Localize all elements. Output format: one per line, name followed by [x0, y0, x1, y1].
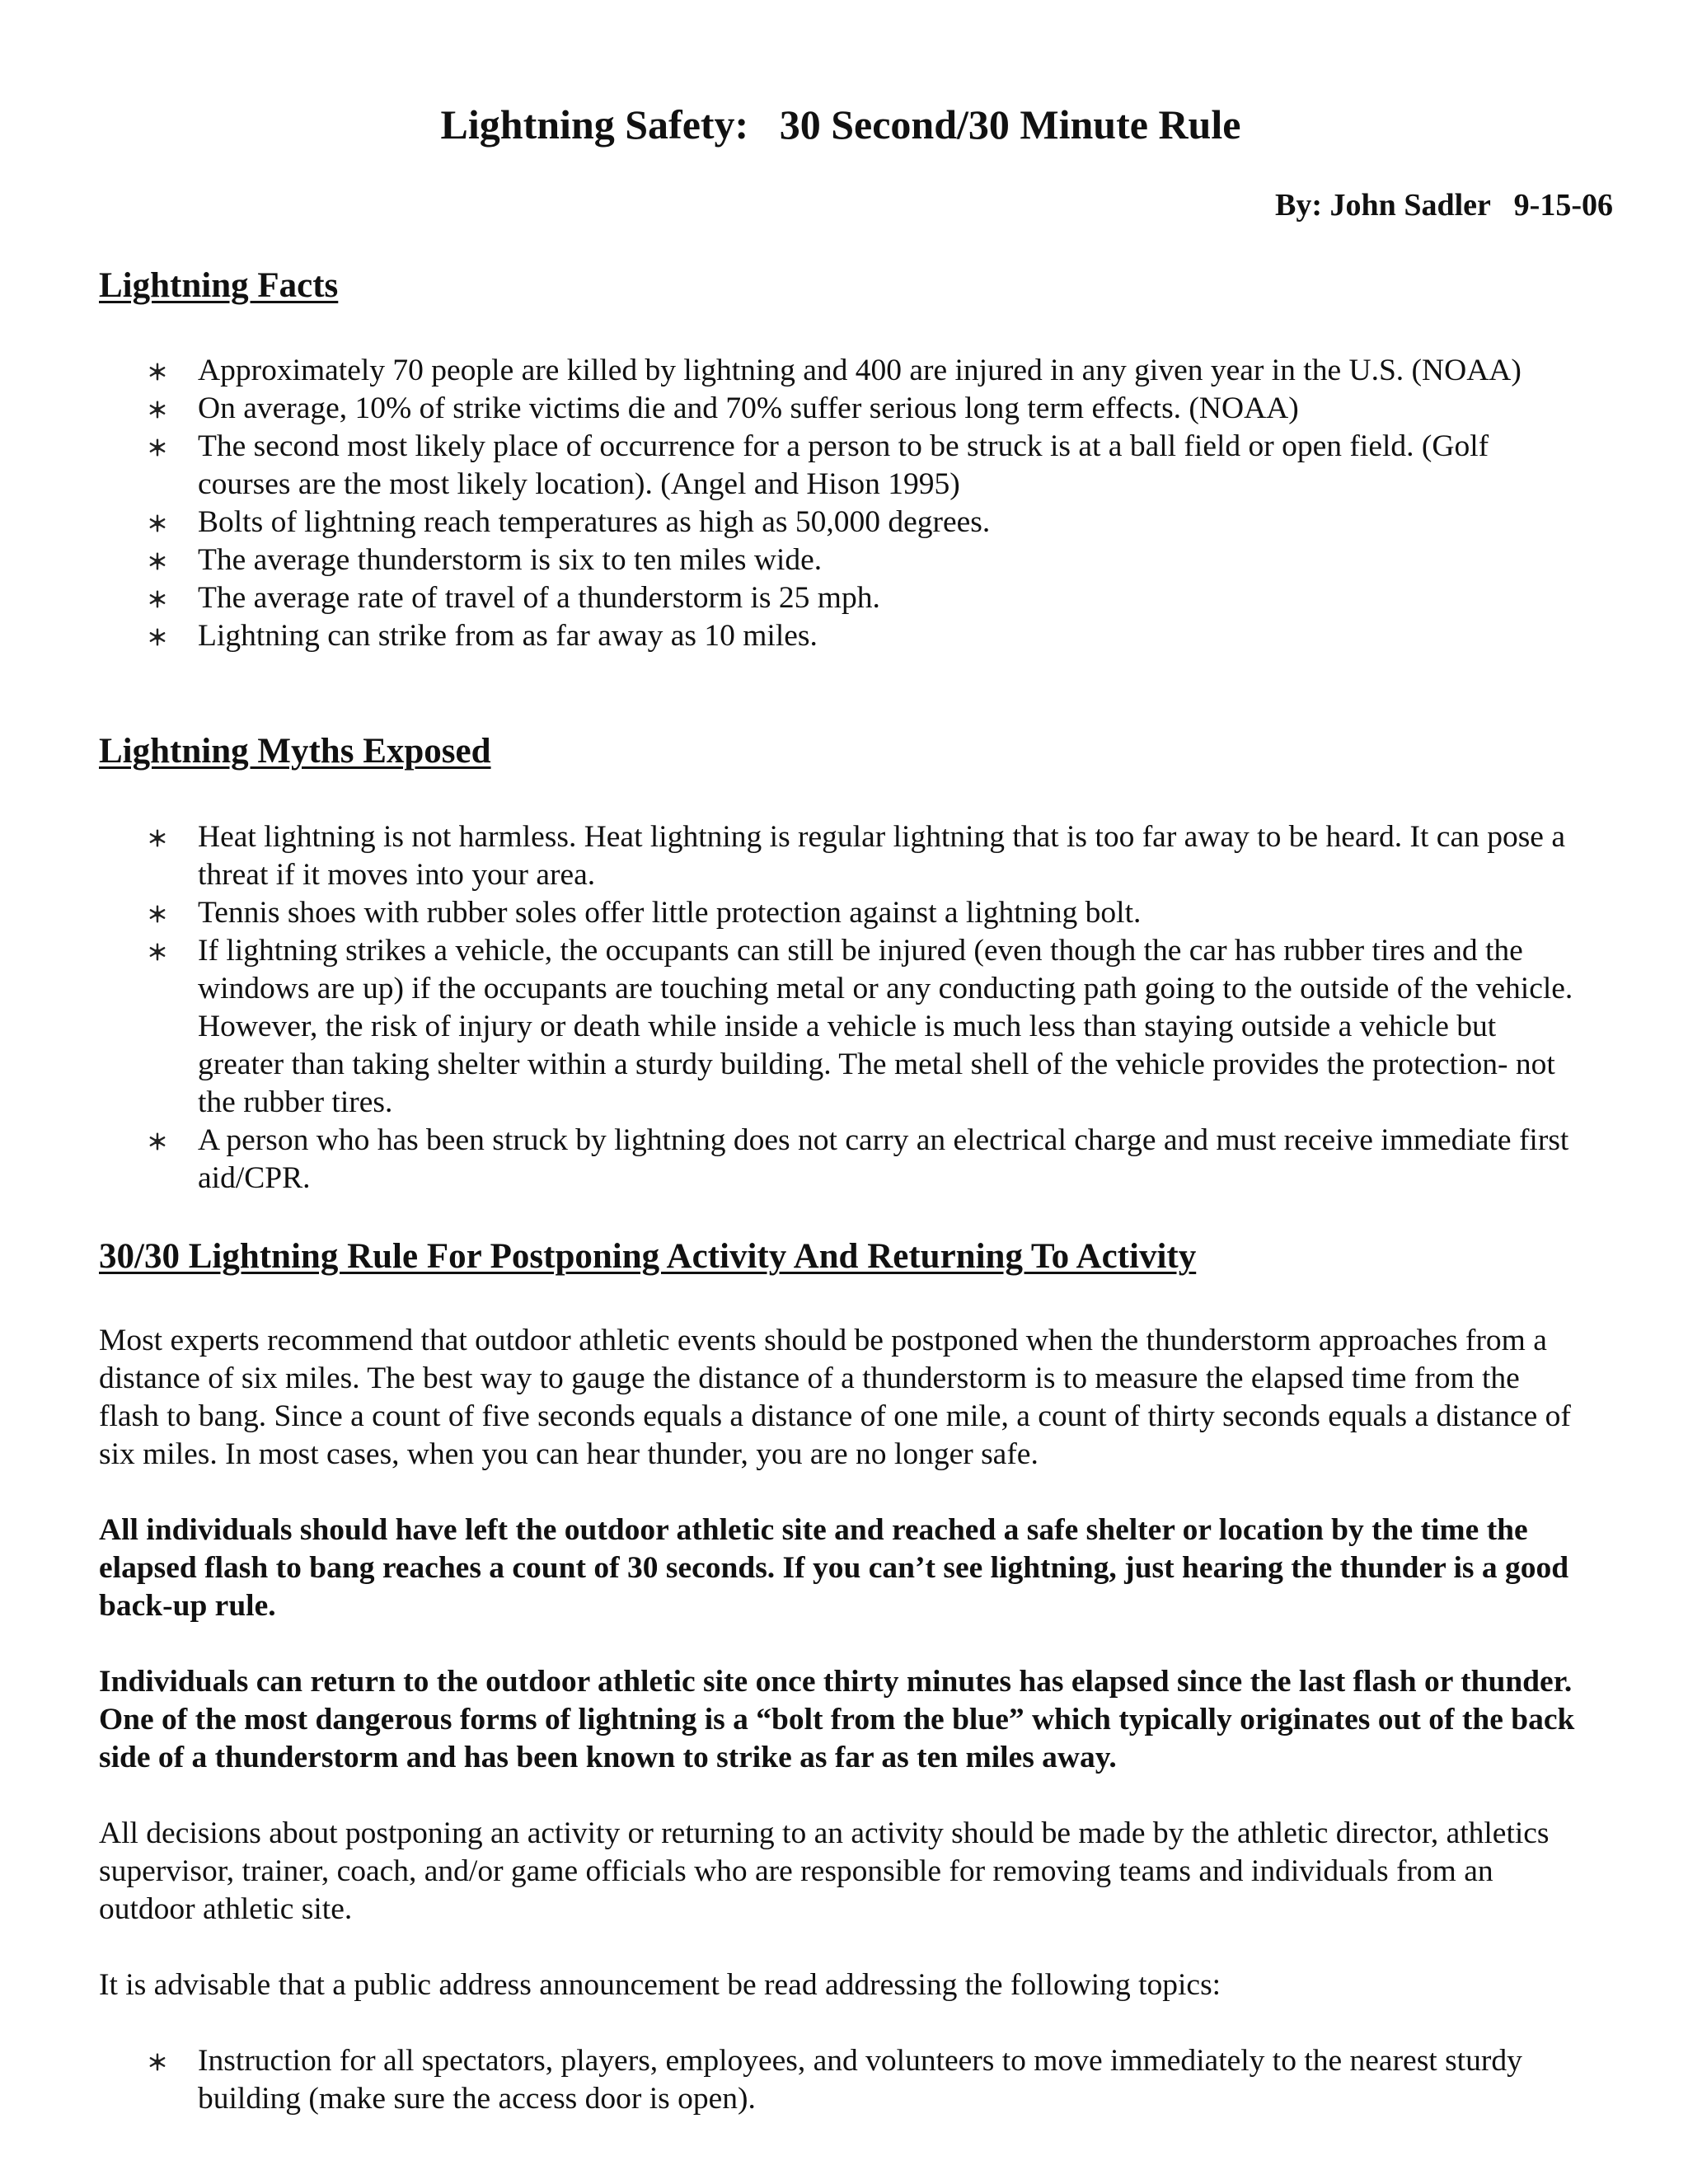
- list-item-text: Tennis shoes with rubber soles offer little protection against a lightning bolt.: [198, 896, 1142, 930]
- list-item-text: Lightning can strike from as far away as 10 miles.: [198, 619, 818, 653]
- list-item-text: The second most likely place of occurrence for a person to be struck is at a ball field or open field. (Golf courses are the most likely location). (Angel and Hison 1995): [198, 429, 1489, 501]
- snowflake-bullet-icon: [148, 514, 166, 532]
- list-item: [99, 579, 1582, 617]
- announcement-topics-list: [99, 2042, 1582, 2118]
- page-title: Lightning Safety: 30 Second/30 Minute Rule: [440, 101, 1241, 148]
- snowflake-bullet-icon: [148, 1132, 166, 1151]
- heading-lightning-facts: Lightning Facts: [99, 266, 339, 305]
- list-item: [99, 617, 1582, 655]
- list-item-text: Instruction for all spectators, players, employees, and volunteers to move immediately to the nearest sturdy building (make sure the access door is open).: [198, 2044, 1522, 2116]
- list-item: [99, 390, 1582, 428]
- rule-paragraph-5: It is advisable that a public address announcement be read addressing the following topics:: [99, 1968, 1221, 2002]
- rule-paragraph-4: All decisions about postponing an activity or returning to an activity should be made by the athletic director, athletics supervisor, trainer, coach, and/or game officials who are responsible for removing teams and individuals from an outdoor athletic site.: [99, 1816, 1550, 1926]
- snowflake-bullet-icon: [148, 552, 166, 570]
- snowflake-bullet-icon: [148, 943, 166, 961]
- rule-paragraph-2: All individuals should have left the outdoor athletic site and reached a safe shelter or location by the time the elapsed flash to bang reaches a count of 30 seconds. If you can’t see lightning, just hearing the thunder is a good back-up rule.: [99, 1513, 1569, 1623]
- snowflake-bullet-icon: [148, 590, 166, 608]
- snowflake-bullet-icon: [148, 905, 166, 923]
- list-item-text: The average rate of travel of a thunderstorm is 25 mph.: [198, 581, 880, 615]
- snowflake-bullet-icon: [148, 829, 166, 847]
- rule-paragraph-3: Individuals can return to the outdoor athletic site once thirty minutes has elapsed since the last flash or thunder. One of the most dangerous forms of lightning is a “bolt from the blue” which typically originates out of the back side of a thunderstorm and has been known to strike as far as ten miles away.: [99, 1665, 1575, 1774]
- list-item: [99, 352, 1582, 390]
- snowflake-bullet-icon: [148, 363, 166, 381]
- list-item-text: The average thunderstorm is six to ten miles wide.: [198, 543, 823, 577]
- myths-list: [99, 818, 1582, 1197]
- snowflake-bullet-icon: [148, 401, 166, 419]
- snowflake-bullet-icon: [148, 628, 166, 646]
- list-item: [99, 932, 1582, 1122]
- list-item: [99, 541, 1582, 579]
- list-item: [99, 894, 1582, 932]
- heading-30-30-rule: 30/30 Lightning Rule For Postponing Activity And Returning To Activity: [99, 1237, 1197, 1276]
- heading-lightning-myths: Lightning Myths Exposed: [99, 732, 491, 771]
- list-item-text: Approximately 70 people are killed by lightning and 400 are injured in any given year in the U.S. (NOAA): [198, 354, 1522, 387]
- list-item-text: On average, 10% of strike victims die and 70% suffer serious long term effects. (NOAA): [198, 391, 1299, 425]
- list-item-text: Bolts of lightning reach temperatures as high as 50,000 degrees.: [198, 505, 991, 539]
- facts-list: [99, 352, 1582, 655]
- byline: By: John Sadler 9-15-06: [1275, 188, 1613, 223]
- list-item: [99, 2042, 1582, 2118]
- list-item: [99, 428, 1582, 504]
- rule-paragraph-1: Most experts recommend that outdoor athletic events should be postponed when the thunderstorm approaches from a distance of six miles. The best way to gauge the distance of a thunderstorm is to measure the elapsed time from the flash to bang. Since a count of five seconds equals a distance of one mile, a count of thirty seconds equals a distance of six miles. In most cases, when you can hear thunder, you are no longer safe.: [99, 1324, 1571, 1471]
- list-item-text: A person who has been struck by lightning does not carry an electrical charge and must receive immediate first aid/CPR.: [198, 1123, 1569, 1195]
- list-item: [99, 818, 1582, 894]
- snowflake-bullet-icon: [148, 2053, 166, 2071]
- list-item: [99, 1122, 1582, 1197]
- snowflake-bullet-icon: [148, 438, 166, 457]
- list-item-text: Heat lightning is not harmless. Heat lightning is regular lightning that is too far away to be heard. It can pose a threat if it moves into your area.: [198, 820, 1565, 892]
- list-item-text: If lightning strikes a vehicle, the occupants can still be injured (even though the car has rubber tires and the windows are up) if the occupants are touching metal or any conducting path going to the outside of the vehicle. However, the risk of injury or death while inside a vehicle is much less than staying outside a vehicle but greater than taking shelter within a sturdy building. The metal shell of the vehicle provides the protection- not the rubber tires.: [198, 934, 1573, 1119]
- list-item: [99, 504, 1582, 541]
